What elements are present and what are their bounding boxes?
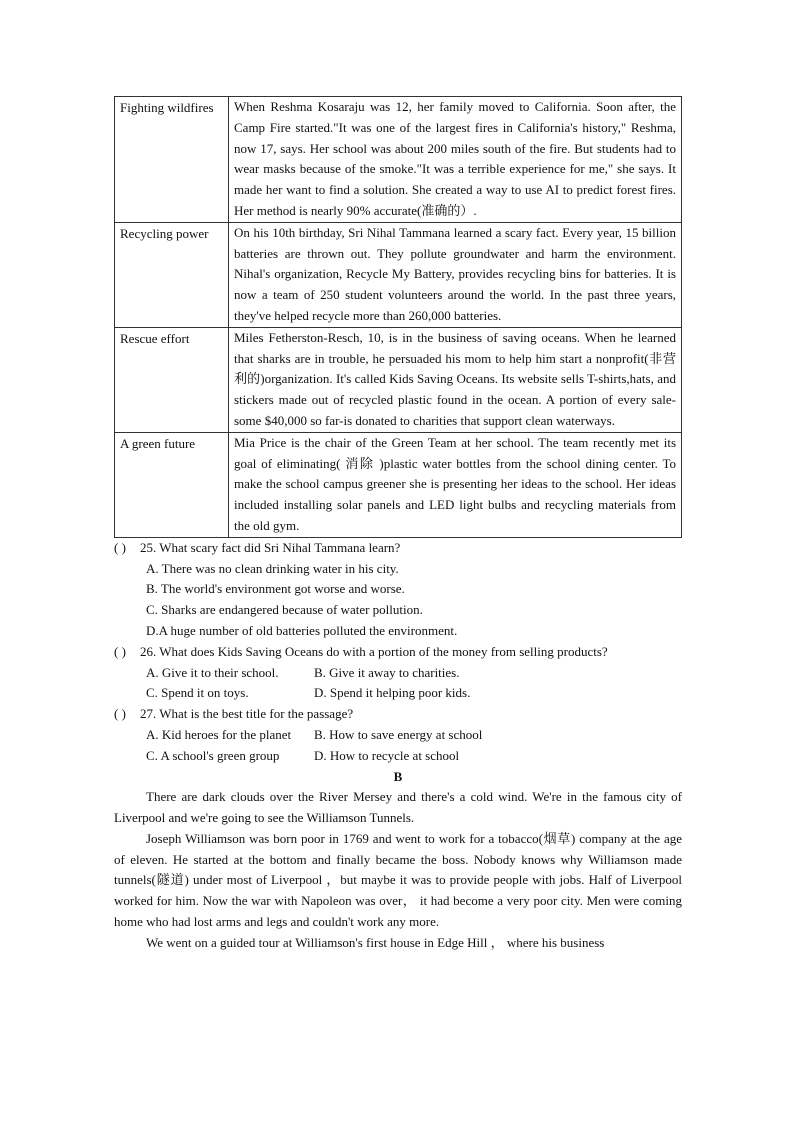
question-stem: [114, 704, 682, 725]
table-row: [115, 432, 682, 537]
question-stem: [114, 538, 682, 559]
option-row: [146, 725, 682, 746]
passage-paragraph: Joseph Williamson was born poor in 1769 and went to work for a tobacco(烟草) company at the age of eleven. He started at the bottom and finally became the boss. Nobody knows why Williamson made tunnels(隧道) under most of Liverpool ，but maybe it was to provide people with jobs. Half of Liverpool worked for him. Now the war with Napoleon was over， it had become a very poor city. Men were coming home who had lost arms and legs and couldn't work any more.: [114, 830, 682, 930]
option-a: A. Give it to their school.: [146, 664, 279, 680]
row-description: Miles Fetherston-Resch, 10, is in the business of saving oceans. When he learned that sharks are in trouble, he persuaded his mom to help him start a nonprofit(非营利的)organization. It's called Kids Saving Oceans. Its website sells T-shirts,hats, and stickers made out of recycled plastic found in the ocean. A portion of every sale-some $40,000 so far-is donated to charities that support clean waterways.: [229, 327, 682, 432]
option-c: C. A school's green group: [146, 747, 280, 763]
table-row: [115, 327, 682, 432]
answer-blank[interactable]: ( ): [114, 539, 126, 555]
question-text: 26. What does Kids Saving Oceans do with a portion of the money from selling products?: [140, 643, 608, 659]
answer-blank[interactable]: ( ): [114, 643, 126, 659]
option-row: [146, 746, 682, 767]
question-stem: [114, 642, 682, 663]
options: [114, 559, 682, 642]
question-text: 25. What scary fact did Sri Nihal Tammana learn?: [140, 539, 401, 555]
option-b: B. The world's environment got worse and worse.: [146, 581, 405, 597]
option-b: B. Give it away to charities.: [314, 664, 460, 680]
section-heading: B: [393, 768, 403, 784]
table-row: [115, 97, 682, 223]
row-description: When Reshma Kosaraju was 12, her family moved to California. Soon after, the Camp Fire started."It was one of the largest fires in California's history," Reshma, now 17, says. Her school was about 200 miles south of the fire. But students had to wear masks because of the smoke."It was a terrible experience for me," she says. It made her want to find a solution. She created a way to use AI to predict forest fires. Her method is nearly 90% accurate(准确的）.: [229, 97, 682, 223]
options: [114, 663, 682, 705]
table-row: [115, 222, 682, 327]
question-25: [114, 538, 682, 642]
option-b: B. How to save energy at school: [314, 726, 483, 742]
row-topic: Rescue effort: [115, 327, 229, 432]
question-27: [114, 704, 682, 766]
question-26: [114, 642, 682, 704]
option-d: D.A huge number of old batteries polluted the environment.: [146, 622, 458, 638]
answer-blank[interactable]: ( ): [114, 706, 126, 722]
option-d: D. Spend it helping poor kids.: [314, 685, 471, 701]
options: [114, 725, 682, 767]
row-description: On his 10th birthday, Sri Nihal Tammana learned a scary fact. Every year, 15 billion batteries are thrown out. They pollute groundwater and harm the environment. Nihal's organization, Recycle My Battery, provides recycling bins for batteries. It is now a team of 250 student volunteers around the world. In the past three years, they've helped recycle more than 260,000 batteries.: [229, 222, 682, 327]
row-topic: Recycling power: [115, 222, 229, 327]
option-c: C. Spend it on toys.: [146, 685, 249, 701]
question-text: 27. What is the best title for the passage?: [140, 706, 354, 722]
row-topic: A green future: [115, 432, 229, 537]
option-a: A. Kid heroes for the planet: [146, 726, 292, 742]
info-table: [114, 96, 682, 538]
option-c: C. Sharks are endangered because of water pollution.: [146, 602, 423, 618]
passage-paragraph: We went on a guided tour at Williamson's first house in Edge Hill ， where his business: [146, 934, 605, 950]
row-description: Mia Price is the chair of the Green Team at her school. The team recently met its goal of eliminating( 消除 )plastic water bottles from the school dining center. To make the school campus greener she is presenting her ideas to the school. Her ideas included installing solar panels and LED light bulbs and recycling materials from the old gym.: [229, 432, 682, 537]
worksheet-page: [114, 96, 682, 954]
option-row: [146, 683, 682, 704]
option-d: D. How to recycle at school: [314, 747, 460, 763]
passage-paragraph: There are dark clouds over the River Mersey and there's a cold wind. We're in the famous city of Liverpool and we're going to see the Williamson Tunnels.: [114, 789, 682, 826]
option-row: [146, 663, 682, 684]
row-topic: Fighting wildfires: [115, 97, 229, 223]
option-a: A. There was no clean drinking water in his city.: [146, 560, 399, 576]
